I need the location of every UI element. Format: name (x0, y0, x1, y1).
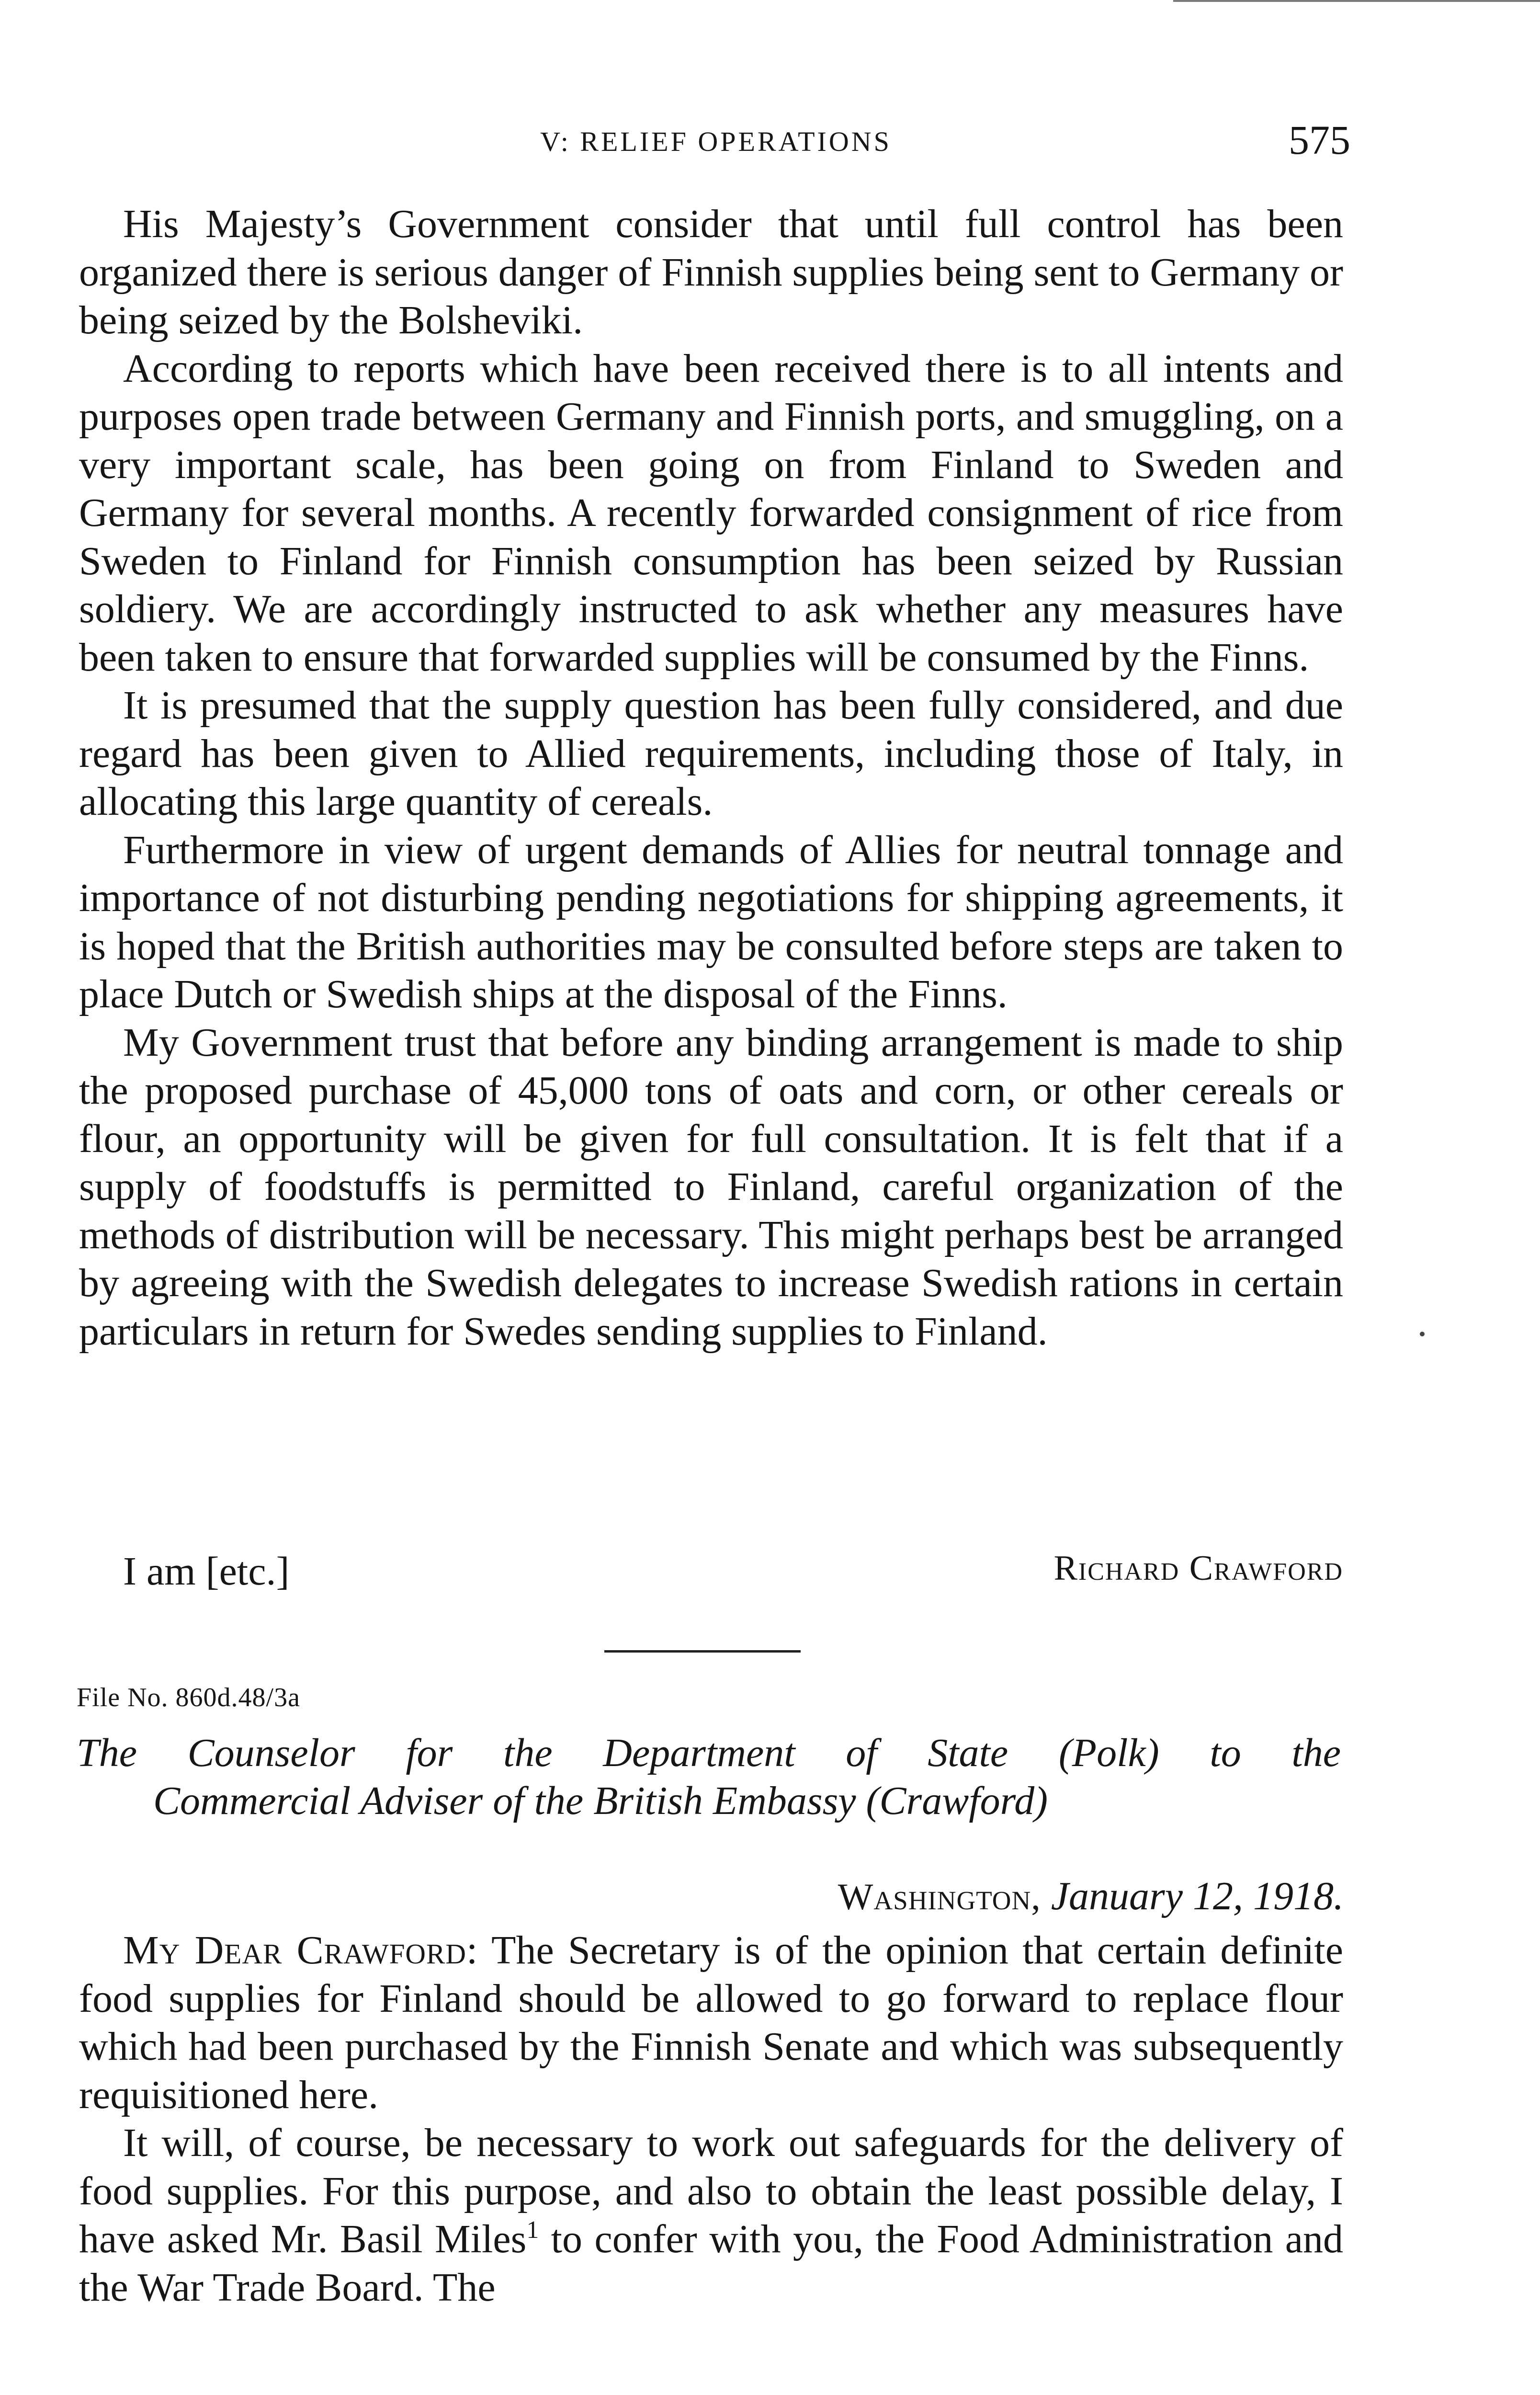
closing-phrase: I am [etc.] (123, 1549, 290, 1594)
dateline-date: January 12, 1918. (1051, 1874, 1344, 1918)
scan-edge-rule (1173, 0, 1540, 2)
document-title (77, 1729, 1341, 1825)
page-header (81, 117, 1350, 172)
letter-paragraph-4: Furthermore in view of urgent demands of Allies for neutral tonnage and importance of not disturbing pending negotiations for shipping agreements, it is hoped that the British authorities may be consulted before steps are taken to place Dutch or Swedish ships at the disposal of the Finns. (79, 827, 1343, 1016)
file-number: File No. 860d.48/3a (77, 1683, 300, 1712)
salutation: My Dear Crawford: (123, 1928, 478, 1973)
memo-paragraph-1-text: The Secretary is of the opinion that certain definite food supplies for Finland should be allowed to go forward to replace flour which had been purchased by the Finnish Senate and which was subsequently requisitioned here. (79, 1928, 1343, 2117)
memo-paragraph-1 (79, 1927, 1343, 2119)
section-divider (604, 1650, 801, 1653)
signature: Richard Crawford (1053, 1549, 1343, 1588)
memo-paragraph-2-text-b: to confer with you, the Food Administration and the War Trade Board. The (79, 2217, 1343, 2310)
title-line-1: The Counselor for the Department of State (Polk) to the (77, 1731, 1341, 1775)
letter-closing (123, 1548, 1343, 1601)
margin-speck (1420, 1332, 1425, 1336)
letter-paragraph-5: My Government trust that before any binding arrangement is made to ship the proposed purchase of 45,000 tons of oats and corn, or other cereals or flour, an opportunity will be given for full consultation. It is felt that if a supply of foodstuffs is permitted to Finland, careful organization of the methods of distribution will be necessary. This might perhaps best be arranged by agreeing with the Swedish delegates to increase Swedish rations in certain particulars in return for Swedes sending supplies to Finland. (79, 1020, 1343, 1354)
running-head: V: RELIEF OPERATIONS (540, 126, 892, 157)
letter-paragraph-2: According to reports which have been received there is to all intents and purposes open trade between Germany and Finnish ports, and smuggling, on a very important scale, has been going on from Finland to Sweden and Germany for several months. A recently forwarded consignment of rice from Sweden to Finland for Finnish consumption has been seized by Russian soldiery. We are accordingly instructed to ask whether any measures have been taken to ensure that forwarded supplies will be consumed by the Finns. (79, 346, 1343, 680)
title-line-2: Commercial Adviser of the British Embassy (Crawford) (153, 1779, 1048, 1823)
dateline-place: Washington, (838, 1876, 1041, 1917)
letter-body (79, 200, 1343, 1356)
letter-paragraph-3: It is presumed that the supply question has been fully considered, and due regard has been given to Allied requirements, including those of Italy, in allocating this large quantity of cereals. (79, 683, 1343, 824)
memo-paragraph-2 (79, 2119, 1343, 2312)
page-number: 575 (1289, 117, 1350, 163)
memo-body (79, 1927, 1343, 2312)
dateline (838, 1873, 1344, 1919)
letter-paragraph-1: His Majesty’s Government consider that until full control has been organized there is serious danger of Finnish supplies being sent to Germany or being seized by the Bolsheviki. (79, 202, 1343, 342)
memo-paragraph-2-text-a: It will, of course, be necessary to work out safeguards for the delivery of food supplies. For this purpose, and also to obtain the least possible delay, I have asked Mr. Basil Miles (79, 2121, 1343, 2261)
footnote-reference: 1 (526, 2216, 539, 2244)
